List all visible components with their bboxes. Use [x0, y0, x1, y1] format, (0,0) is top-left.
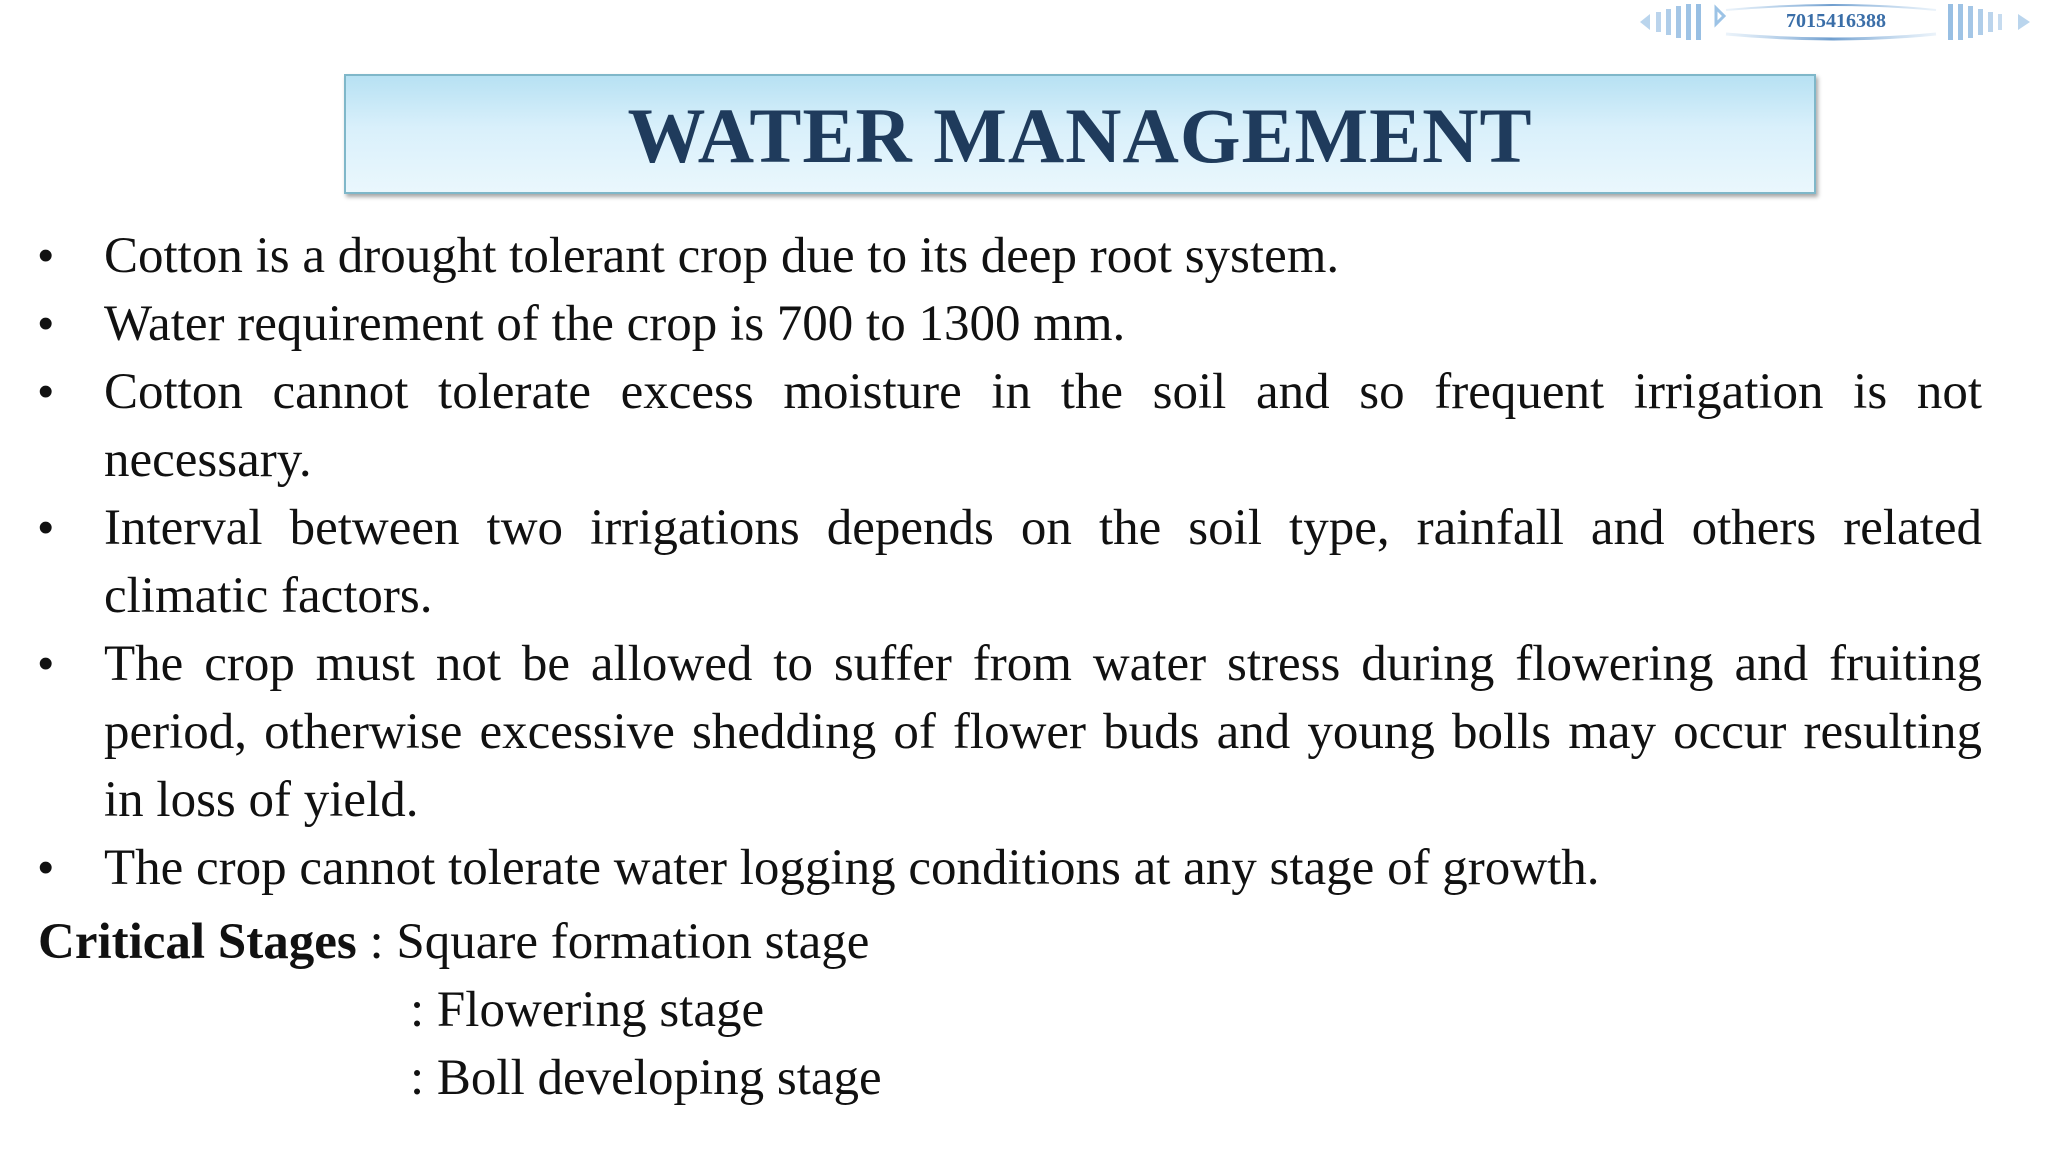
- critical-stage-row: [38, 976, 882, 1044]
- list-item: [0, 834, 2048, 902]
- watermark-logo: [1636, 0, 2040, 44]
- list-item: [0, 222, 2048, 290]
- watermark-logo-graphic: [1636, 0, 2040, 44]
- critical-stages-label: Critical Stages: [38, 914, 357, 970]
- bullet-text: The crop must not be allowed to suffer from water stress during flowering and fruiting period, otherwise excessive shedding of flower buds and young bolls may occur resulting in loss of yield.: [104, 636, 1982, 828]
- bullet-list: [0, 222, 2048, 902]
- critical-stage-row: [38, 1044, 882, 1112]
- bullet-text: The crop cannot tolerate water logging conditions at any stage of growth.: [104, 840, 1600, 896]
- bullet-text: Interval between two irrigations depends on the soil type, rainfall and others related climatic factors.: [104, 500, 1982, 624]
- indent-spacer: [38, 976, 410, 1044]
- bullet-text: Water requirement of the crop is 700 to 1300 mm.: [104, 296, 1126, 352]
- bullet-icon: •: [38, 367, 54, 416]
- list-item: [0, 630, 2048, 834]
- page-title: WATER MANAGEMENT: [627, 92, 1533, 179]
- title-box: [344, 74, 1816, 194]
- bullet-icon: •: [38, 503, 54, 552]
- bullet-icon: •: [38, 843, 54, 892]
- critical-stage: : Boll developing stage: [410, 1050, 882, 1106]
- bullet-icon: •: [38, 299, 54, 348]
- indent-spacer: [38, 1044, 410, 1112]
- bullet-icon: •: [38, 639, 54, 688]
- bullet-icon: •: [38, 231, 54, 280]
- critical-stage: : Square formation stage: [356, 914, 870, 970]
- bullet-text: Cotton cannot tolerate excess moisture in the soil and so frequent irrigation is not necessary.: [104, 364, 1982, 488]
- bullet-text: Cotton is a drought tolerant crop due to its deep root system.: [104, 228, 1340, 284]
- critical-stage: : Flowering stage: [410, 982, 765, 1038]
- list-item: [0, 494, 2048, 630]
- watermark-number: 7015416388: [1786, 10, 1886, 32]
- list-item: [0, 290, 2048, 358]
- list-item: [0, 358, 2048, 494]
- critical-stages: [38, 908, 882, 1112]
- critical-stage-row: [38, 908, 882, 976]
